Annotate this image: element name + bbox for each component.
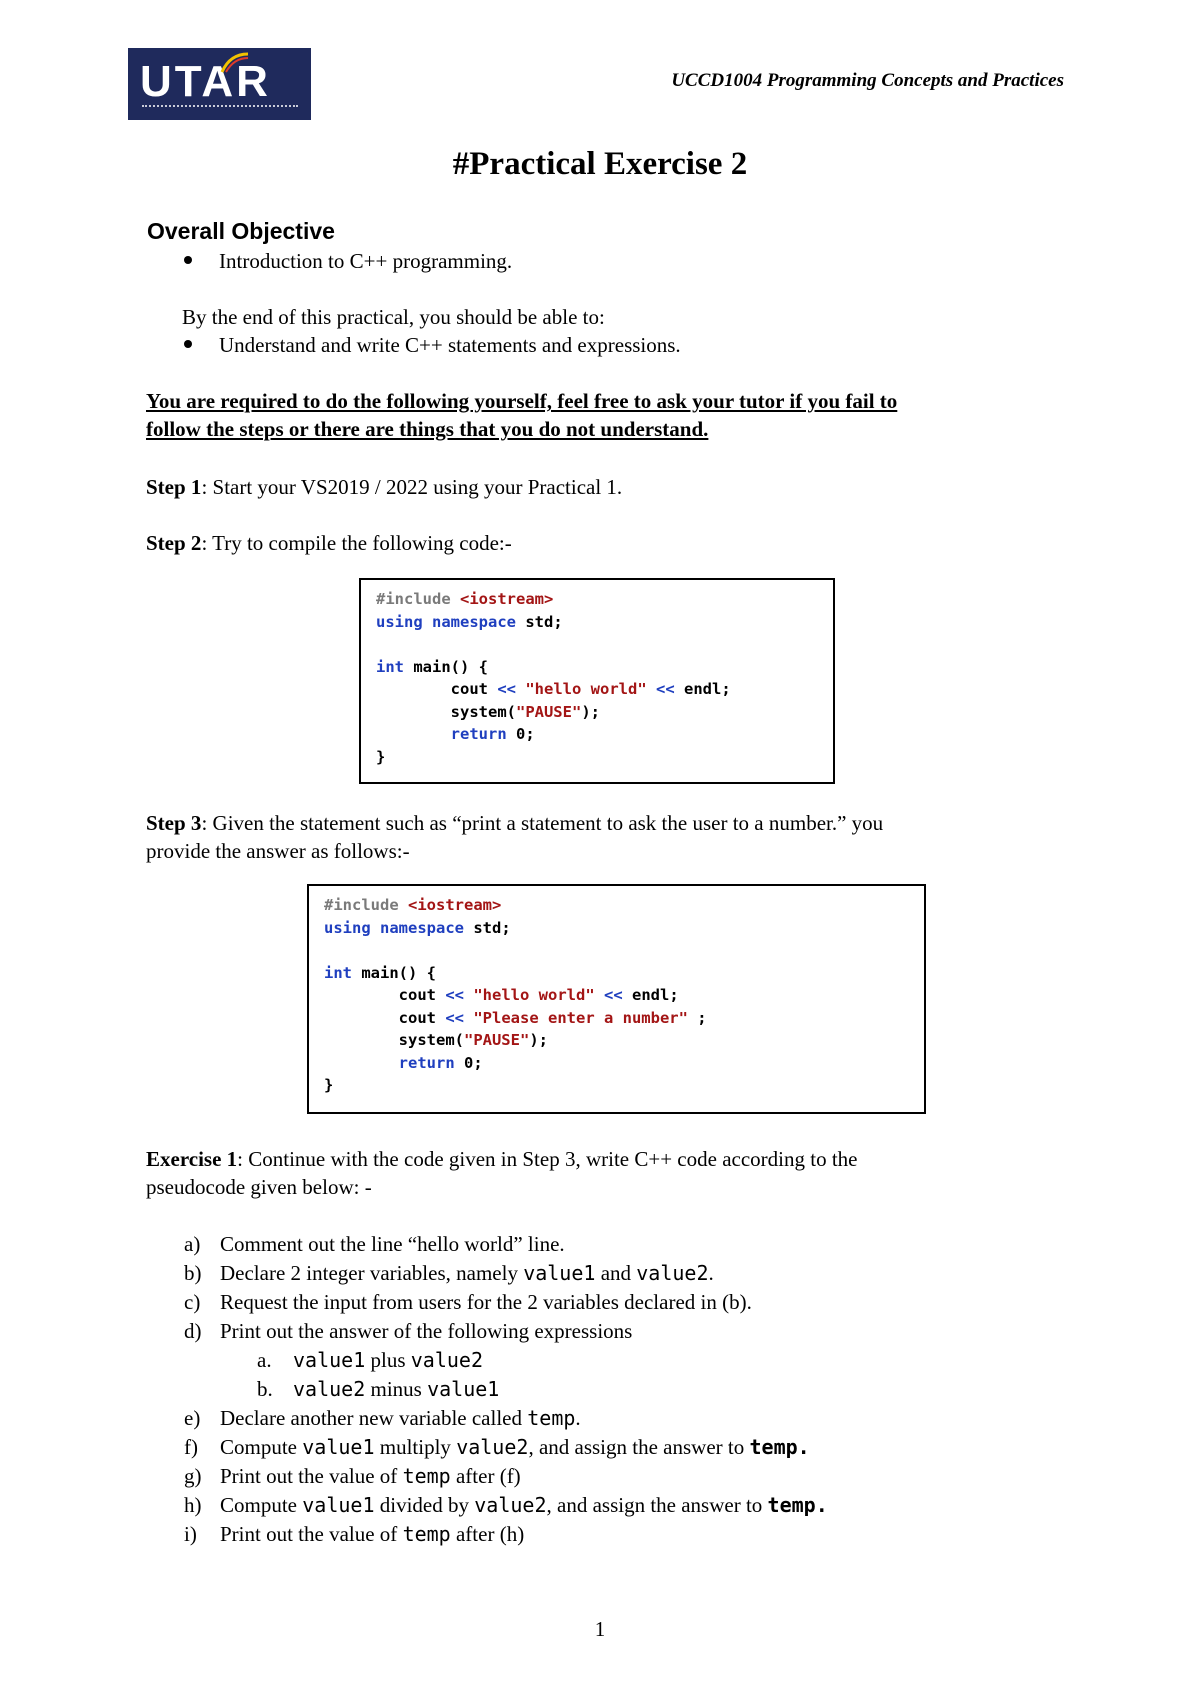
- objective-bullet-2: Understand and write C++ statements and expressions.: [219, 333, 681, 357]
- page-number: 1: [594, 1617, 606, 1641]
- step-3-label: Step 3: [146, 811, 202, 835]
- text-span: value2: [293, 1377, 366, 1401]
- exercise-1-text-2: pseudocode given below: -: [146, 1175, 372, 1199]
- course-title: UCCD1004 Programming Concepts and Practices: [671, 70, 1064, 91]
- list-item-i: [184, 1521, 524, 1547]
- text-span: temp.: [749, 1435, 810, 1459]
- text-span: "PAUSE": [463, 1031, 530, 1049]
- text-span: "PAUSE": [515, 702, 582, 721]
- page-title: #Practical Exercise 2: [452, 146, 748, 182]
- text-span: int: [376, 657, 404, 676]
- code-line: [361, 588, 833, 611]
- code-line: [361, 611, 833, 634]
- text-span: "hello world": [464, 986, 595, 1004]
- code-line: [309, 962, 924, 985]
- text-span: , and assign the answer to: [528, 1435, 750, 1459]
- text-span: main() {: [404, 657, 488, 676]
- text-span: Print out the value of: [220, 1522, 403, 1546]
- text-span: value1: [427, 1377, 500, 1401]
- text-span: using: [324, 918, 371, 937]
- list-item-h: [184, 1492, 828, 1518]
- objective-heading: Overall Objective: [147, 218, 335, 244]
- code-line: [309, 1052, 924, 1075]
- code-line: [309, 894, 924, 917]
- text-span: value1: [302, 1493, 375, 1517]
- text-span: endl;: [674, 680, 731, 698]
- text-span: std;: [516, 612, 563, 631]
- text-span: a.: [257, 1348, 272, 1372]
- bullet-icon: [184, 256, 192, 264]
- text-span: Compute: [220, 1435, 303, 1459]
- code-line: [309, 1074, 924, 1097]
- text-span: , and assign the answer to: [546, 1493, 768, 1517]
- text-span: endl;: [622, 986, 679, 1004]
- text-span: "Please enter a number": [464, 1008, 688, 1027]
- text-span: cout: [324, 986, 446, 1004]
- list-item-e: [184, 1405, 581, 1431]
- code-line: [361, 678, 833, 701]
- list-item-d: [184, 1318, 632, 1344]
- text-span: Declare 2 integer variables, namely: [220, 1261, 524, 1285]
- code-line: [309, 1007, 924, 1030]
- bullet-icon: [184, 340, 192, 348]
- text-span: <<: [594, 986, 623, 1004]
- code-block-2: [307, 884, 926, 1114]
- text-span: namespace: [422, 612, 516, 631]
- text-span: int: [324, 963, 352, 982]
- code-line: [309, 1029, 924, 1052]
- text-span: temp.: [767, 1493, 828, 1517]
- text-span: <iostream>: [408, 896, 502, 914]
- text-span: multiply: [374, 1435, 457, 1459]
- text-span: 0;: [454, 1053, 483, 1072]
- step-1-text: : Start your VS2019 / 2022 using your Practical 1.: [201, 475, 623, 499]
- list-item-f: [184, 1434, 810, 1460]
- text-span: value1: [302, 1435, 375, 1459]
- logo-text: UTAR: [140, 57, 271, 106]
- text-span: cout: [376, 680, 498, 698]
- text-span: }: [376, 747, 386, 766]
- text-span: cout: [324, 1008, 446, 1027]
- list-item-d-a: [257, 1347, 483, 1373]
- text-span: g): [184, 1464, 202, 1488]
- step-1: [146, 474, 622, 500]
- step-3-text-2: provide the answer as follows:-: [146, 839, 410, 863]
- text-span: f): [184, 1435, 198, 1459]
- text-span: e): [184, 1406, 201, 1430]
- text-span: Declare another new variable called: [220, 1406, 528, 1430]
- text-span: a): [184, 1232, 201, 1256]
- text-span: value2: [410, 1348, 484, 1372]
- objective-intro: By the end of this practical, you should be able to:: [182, 305, 605, 329]
- step-3-text-1: : Given the statement such as “print a statement to ask the user to a number.” you: [201, 811, 884, 835]
- text-span: using: [376, 612, 423, 631]
- text-span: i): [184, 1522, 197, 1546]
- text-span: temp: [402, 1522, 451, 1546]
- text-span: temp: [402, 1464, 451, 1488]
- text-span: Print out the value of: [220, 1464, 403, 1488]
- text-span: );: [529, 1031, 548, 1049]
- text-span: minus: [365, 1377, 428, 1401]
- text-span: Compute: [220, 1493, 303, 1517]
- text-span: .: [708, 1261, 714, 1285]
- text-span: }: [324, 1076, 334, 1094]
- text-span: h): [184, 1493, 202, 1517]
- text-span: value1: [523, 1261, 596, 1285]
- code-line: [309, 984, 924, 1007]
- text-span: #include: [376, 590, 460, 608]
- text-span: b.: [257, 1377, 273, 1401]
- text-span: return: [324, 1053, 455, 1072]
- text-span: c): [184, 1290, 201, 1314]
- text-span: );: [581, 702, 600, 721]
- text-span: 0;: [506, 725, 535, 743]
- text-span: <<: [497, 680, 516, 698]
- code-line: [361, 701, 833, 724]
- code-line: [361, 723, 833, 746]
- text-span: value1: [293, 1348, 366, 1372]
- text-span: temp: [527, 1406, 576, 1430]
- text-span: divided by: [374, 1493, 475, 1517]
- code-line: [309, 917, 924, 940]
- text-span: value2: [636, 1261, 709, 1285]
- text-span: namespace: [370, 918, 464, 937]
- notice-line-1: You are required to do the following yourself, feel free to ask your tutor if you fail to: [146, 389, 898, 413]
- text-span: <iostream>: [460, 590, 554, 608]
- text-span: system(: [324, 1031, 464, 1049]
- text-span: after (h): [450, 1522, 525, 1546]
- list-item-a: [184, 1231, 565, 1257]
- exercise-1: [146, 1146, 857, 1172]
- text-span: d): [184, 1319, 202, 1343]
- code-line: [361, 656, 833, 679]
- exercise-1-text-1: : Continue with the code given in Step 3, write C++ code according to the: [237, 1147, 858, 1171]
- list-item-d-b: [257, 1376, 499, 1402]
- text-span: b): [184, 1261, 202, 1285]
- text-span: Print out the answer of the following expressions: [220, 1319, 633, 1343]
- step-2: [146, 530, 512, 556]
- exercise-1-label: Exercise 1: [146, 1147, 238, 1171]
- step-2-text: : Try to compile the following code:-: [201, 531, 512, 555]
- text-span: <<: [646, 680, 675, 698]
- text-span: value2: [456, 1435, 529, 1459]
- utar-logo: [128, 48, 311, 120]
- list-item-c: [184, 1289, 752, 1315]
- notice-line-2: follow the steps or there are things that you do not understand.: [146, 417, 709, 441]
- text-span: std;: [464, 918, 511, 937]
- text-span: ;: [687, 1008, 707, 1027]
- code-line-empty: [361, 633, 833, 656]
- objective-bullet-1: Introduction to C++ programming.: [219, 249, 513, 273]
- logo-subtitle: [142, 105, 298, 112]
- text-span: "hello world": [516, 680, 647, 698]
- text-span: <<: [445, 986, 464, 1004]
- text-span: Comment out the line “hello world” line.: [220, 1232, 565, 1256]
- text-span: Request the input from users for the 2 variables declared in (b).: [220, 1290, 752, 1314]
- text-span: main() {: [352, 963, 436, 982]
- text-span: .: [575, 1406, 581, 1430]
- text-span: return: [376, 725, 507, 743]
- code-line-empty: [309, 939, 924, 962]
- text-span: plus: [365, 1348, 411, 1372]
- text-span: #include: [324, 896, 408, 914]
- text-span: after (f): [450, 1464, 521, 1488]
- code-line: [361, 746, 833, 769]
- step-2-label: Step 2: [146, 531, 202, 555]
- text-span: value2: [474, 1493, 547, 1517]
- list-item-g: [184, 1463, 521, 1489]
- text-span: <<: [445, 1008, 464, 1027]
- step-1-label: Step 1: [146, 475, 202, 499]
- step-3: [146, 810, 883, 836]
- logo-swoosh-icon: [220, 52, 250, 74]
- code-block-1: [359, 578, 835, 784]
- list-item-b: [184, 1260, 714, 1286]
- text-span: system(: [376, 702, 516, 721]
- text-span: and: [595, 1261, 637, 1285]
